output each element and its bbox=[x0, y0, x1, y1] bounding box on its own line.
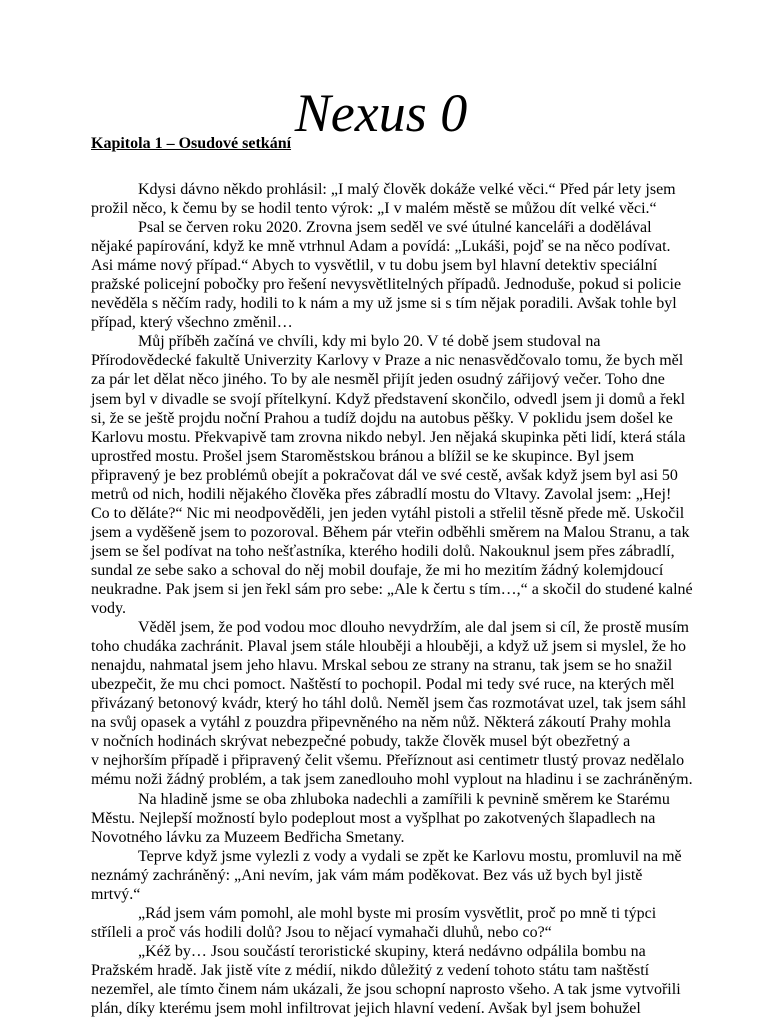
text-line: v nejhorším případě i připravený čelit všemu. Přeříznout asi centimetr tlustý provaz nedělalo bbox=[91, 752, 685, 770]
text-line: na svůj opasek a vytáhl z pouzdra připevněného na něm nůž. Některá zákoutí Prahy mohla bbox=[91, 714, 671, 732]
text-line: mému noži žádný problém, a tak jsem zanedlouho mohl vyplout na hladinu i se zachráněným. bbox=[91, 771, 693, 789]
text-line: Městu. Nejlepší možností bylo podeplout most a vyšplhat po zakotvených šlapadlech na bbox=[91, 809, 656, 827]
text-line: v nočních hodinách skrývat nebezpečné pobudy, takže člověk musel být obezřetný a bbox=[91, 733, 631, 751]
text-line: Teprve když jsme vylezli z vody a vydali se zpět ke Karlovu mostu, promluvil na mě bbox=[138, 847, 682, 865]
text-line: metrů od nich, hodili nějakého člověka přes zábradlí mostu do Vltavy. Zavolal jsem: „Hej! bbox=[91, 485, 672, 503]
text-line: toho chudáka zachránit. Plaval jsem stále hlouběji a hlouběji, a když už jsem si myslel, že ho bbox=[91, 638, 686, 656]
chapter-heading: Kapitola 1 – Osudové setkání bbox=[91, 135, 292, 152]
text-line: neznámý zachráněný: „Ani nevím, jak vám mám poděkovat. Bez vás už bych byl jistě bbox=[91, 866, 643, 884]
text-line: jsem se šel podívat na toho nešťastníka, kterého hodili dolů. Nakouknul jsem přes zábradlí, bbox=[91, 542, 675, 560]
text-line: za pár let dělat něco jiného. To by ale nesměl přijít jeden osudný zářijový večer. Toho dne bbox=[91, 371, 665, 389]
text-line: Co to děláte?“ Nic mi neodpověděli, jen jeden vytáhl pistoli a střelil těsně přede mě. Uskočil bbox=[91, 504, 685, 522]
text-line: prožil něco, k čemu by se hodil tento výrok: „I v malém městě se můžou dít velké věci.“ bbox=[91, 200, 657, 218]
body-text bbox=[91, 180, 691, 1018]
text-line: si, že se ještě projdu noční Prahou a tudíž dojdu na autobus pěšky. V poklidu jsem došel ke bbox=[91, 409, 673, 427]
text-line: Asi máme nový případ.“ Abych to vysvětlil, v tu dobu jsem byl hlavní detektiv speciální bbox=[91, 257, 658, 275]
text-line: nevěděla s něčím rady, hodili to k nám a my už jsme si s tím nějak poradili. Avšak tohle byl bbox=[91, 295, 677, 313]
text-line: uprostřed mostu. Prošel jsem Staroměstskou bránou a blížil se ke skupince. Byl jsem bbox=[91, 447, 635, 465]
text-line: Psal se červen roku 2020. Zrovna jsem seděl ve své útulné kanceláři a dodělával bbox=[138, 219, 652, 237]
text-line: nějaké papírování, když ke mně vtrhnul Adam a povídá: „Lukáši, pojď se na něco podívat. bbox=[91, 238, 671, 256]
text-line: Věděl jsem, že pod vodou moc dlouho nevydržím, ale dal jsem si cíl, že prostě musím bbox=[138, 619, 689, 637]
text-line: sundal ze sebe sako a schoval do něj mobil doufaje, že mi ho mezitím žádný kolemjdoucí bbox=[91, 561, 664, 579]
text-line: „Rád jsem vám pomohl, ale mohl byste mi prosím vysvětlit, proč po mně ti týpci bbox=[138, 904, 657, 922]
text-line: případ, který všechno změnil… bbox=[91, 314, 293, 332]
text-line: Můj příběh začíná ve chvíli, kdy mi bylo 20. V té době jsem studoval na bbox=[138, 333, 601, 351]
text-line: Kdysi dávno někdo prohlásil: „I malý člověk dokáže velké věci.“ Před pár lety jsem bbox=[138, 181, 676, 198]
text-line: vody. bbox=[91, 600, 126, 618]
text-line: „Kéž by… Jsou součástí teroristické skupiny, která nedávno odpálila bombu na bbox=[138, 942, 646, 960]
text-line: plán, díky kterému jsem mohl infiltrovat jejich hlavní vedení. Avšak byl jsem bohužel bbox=[91, 1000, 641, 1018]
text-line: Přírodovědecké fakultě Univerzity Karlovy v Praze a nic nenasvědčovalo tomu, že bych měl bbox=[91, 352, 684, 370]
text-line: připravený je bez problémů obejít a pokračovat dál ve své cestě, avšak když jsem byl asi 50 bbox=[91, 466, 678, 484]
text-line: Na hladině jsme se oba zhluboka nadechli a zamířili k pevnině směrem ke Starému bbox=[138, 790, 670, 808]
text-line: Pražském hradě. Jak jistě víte z médií, nikdo důležitý z vedení tohoto státu tam naštěstí bbox=[91, 961, 650, 979]
text-line: Karlovu mostu. Překvapivě tam zrovna nikdo nebyl. Jen nějaká skupinka pěti lidí, která stála bbox=[91, 428, 686, 446]
document-title: Nexus 0 bbox=[294, 83, 468, 143]
text-line: stříleli a proč vás hodili dolů? Jsou to nějací vymahači dluhů, nebo co?“ bbox=[91, 923, 552, 941]
text-line: ubezpečit, že mu chci pomoct. Naštěstí to pochopil. Podal mi tedy své ruce, na kterých měl bbox=[91, 676, 675, 694]
text-line: nenajdu, nahmatal jsem jeho hlavu. Mrskal sebou ze strany na stranu, tak jsem se ho snažil bbox=[91, 657, 673, 675]
text-line: přivázaný betonový kvádr, který ho táhl dolů. Neměl jsem čas rozmotávat uzel, tak jsem sáhl bbox=[91, 695, 687, 713]
text-line: neukradne. Pak jsem si jen řekl sám pro sebe: „Ale k čertu s tím…,“ a skočil do studené kalné bbox=[91, 580, 693, 598]
text-line: nezemřel, ale tímto činem nám ukázali, že jsou schopní naprosto všeho. A tak jsme vytvořili bbox=[91, 980, 681, 998]
text-line: pražské policejní pobočky pro řešení nevysvětlitelných případů. Jednoduše, pokud si policie bbox=[91, 276, 682, 294]
text-line: mrtvý.“ bbox=[91, 885, 141, 903]
text-line: jsem byl v divadle se svojí přítelkyní. Když představení skončilo, odvedl jsem ji domů a řekl bbox=[91, 390, 686, 408]
text-line: Novotného lávku za Muzeem Bedřicha Smetany. bbox=[91, 828, 405, 846]
text-line: jsem a vyděšeně jsem to pozoroval. Během pár vteřin odběhli směrem na Malou Stranu, a tak bbox=[91, 523, 690, 541]
